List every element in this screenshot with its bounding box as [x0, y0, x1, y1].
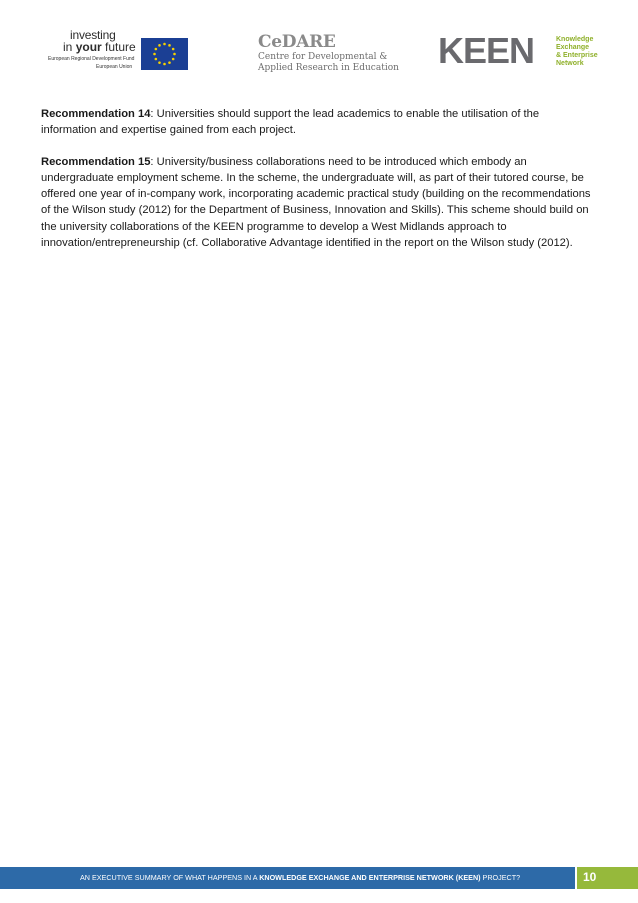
eu-logo-union: European Union [96, 64, 133, 70]
footer-title-bold: KNOWLEDGE EXCHANGE AND ENTERPRISE NETWORK (KEEN) [259, 873, 481, 882]
page-number: 10 [583, 870, 597, 884]
eu-star-icon [173, 53, 176, 56]
keen-logo-word: KEEN [438, 30, 535, 71]
eu-logo-line2-prefix: in [63, 40, 76, 54]
eu-star-icon [168, 61, 171, 64]
eu-flag-icon [141, 38, 188, 70]
keen-logo-line3: & Enterprise [556, 52, 598, 59]
eu-logo-line2-suffix: future [101, 40, 136, 54]
recommendation-14-text: : Universities should support the lead academics to enable the utilisation of the information and expertise gained from each project. [41, 108, 540, 137]
eu-logo-line2 [63, 40, 136, 54]
eu-star-icon [172, 48, 175, 51]
eu-stars-icon [141, 38, 188, 70]
eu-logo-line1: investing [70, 28, 116, 42]
keen-logo-line2: Exchange [556, 44, 590, 51]
eu-star-icon [163, 43, 166, 46]
keen-logo-line4: Network [556, 60, 584, 67]
investing-in-your-future-logo [48, 28, 193, 72]
footer-bar [0, 867, 575, 889]
cedare-logo [258, 32, 398, 74]
recommendation-14 [41, 106, 597, 138]
recommendation-15-label: Recommendation 15 [41, 156, 151, 169]
eu-star-icon [158, 44, 161, 47]
document-body [41, 106, 597, 267]
eu-logo-line2-bold: your [75, 40, 102, 54]
eu-logo-fund: European Regional Development Fund [48, 56, 135, 62]
eu-star-icon [158, 61, 161, 64]
cedare-logo-line2: Applied Research in Education [258, 63, 399, 73]
footer-title-suffix: PROJECT? [480, 873, 521, 882]
cedare-logo-name: CeDARE [258, 32, 336, 52]
recommendation-14-label: Recommendation 14 [41, 108, 151, 120]
keen-logo [438, 30, 598, 76]
eu-star-icon [155, 48, 158, 51]
recommendation-15 [41, 154, 597, 251]
keen-logo-subtitle [556, 36, 598, 68]
eu-star-icon [168, 44, 171, 47]
footer-title [80, 873, 520, 882]
eu-star-icon [163, 63, 166, 66]
page-header [0, 0, 638, 90]
cedare-logo-line1: Centre for Developmental & [258, 52, 388, 62]
page-number-box [577, 867, 638, 889]
eu-star-icon [155, 58, 158, 61]
recommendation-15-text: : University/business collaborations need to be introduced which embody an undergraduate employment scheme. In the scheme, the undergraduate will, as part of their tutored course, be offered one year of in-company work, incorporating academic practical study (building on the recommendations of the Wilson study (2012) for the Department of Business, Innovation and Skills). This scheme should build on the university collaborations of the KEEN programme to develop a West Midlands approach to innovation/entrepreneurship (cf. Collaborative Advantage identified in the report on the Wilson study (2012). [41, 156, 591, 249]
eu-star-icon [153, 53, 156, 56]
eu-star-icon [172, 58, 175, 61]
footer-title-prefix: AN EXECUTIVE SUMMARY OF WHAT HAPPENS IN A [80, 873, 260, 882]
keen-logo-line1: Knowledge [556, 36, 594, 43]
